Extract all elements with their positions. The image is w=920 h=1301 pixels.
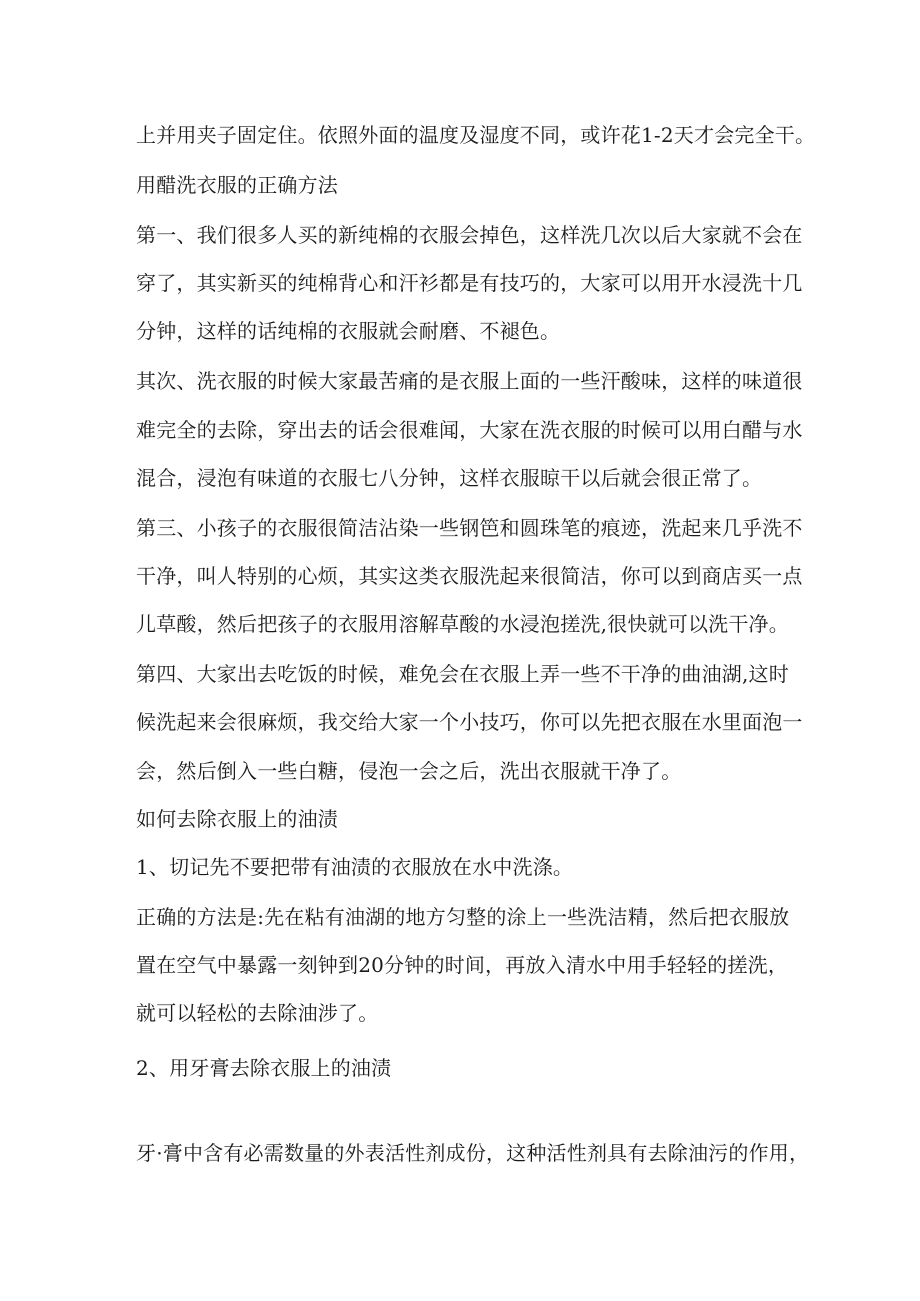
text-line: 就可以轻松的去除油涉了。 (136, 1001, 379, 1025)
text-line: 上并用夹子固定住。依照外面的温度及湿度不同，或许花1-2天才会完全干。 (136, 123, 816, 147)
text-line: 第四、大家出去吃饭的时候，难免会在衣服上弄一些不干净的曲油湖,这时 (136, 662, 789, 686)
text-line: 第一、我们很多人买的新纯棉的衣服会掉色，这样洗几次以后大家就不会在 (136, 223, 803, 247)
text-line: 儿草酸，然后把孩子的衣服用溶解草酸的水浸泡搓洗,很快就可以洗干净。 (136, 612, 789, 636)
text-line: 置在空气中暴露一刻钟到20分钟的时间，再放入清水中用手轻轻的搓洗， (136, 953, 789, 977)
text-line: 牙·膏中含有必需数量的外表活性剂成份，这种活性剂具有去除油污的作用， (136, 1141, 810, 1165)
text-line: 第三、小孩子的衣服很简洁沾染一些钢笆和圆珠笔的痕迹，洗起来几乎洗不 (136, 516, 803, 540)
text-line: 穿了，其实新买的纯棉背心和汗衫都是有技巧的，大家可以用开水浸洗十几 (136, 271, 803, 295)
list-item: 1、切记先不要把带有油渍的衣服放在水中洗涤。 (136, 855, 574, 879)
section-heading: 用醋洗衣服的正确方法 (136, 173, 338, 197)
list-item: 2、用牙膏去除衣服上的油渍 (136, 1056, 392, 1080)
text-line: 会，然后倒入一些白糖，侵泡一会之后，洗出衣服就干净了。 (136, 759, 682, 783)
text-line: 难完全的去除，穿出去的话会很难闻，大家在洗衣服的时候可以用白醋与水 (136, 418, 803, 442)
text-line: 干净，叫人特别的心烦，其实这类衣服洗起来很简洁，你可以到商店买一点 (136, 564, 803, 588)
text-line: 分钟，这样的话纯棉的衣服就会耐磨、不褪色。 (136, 319, 561, 343)
section-heading: 如何去除衣服上的油渍 (136, 807, 338, 831)
text-line: 其次、洗衣服的时候大家最苦痛的是衣服上面的一些汗酸味，这样的味道很 (136, 369, 803, 393)
text-line: 混合，浸泡有味道的衣服七八分钟，这样衣服晾干以后就会很正常了。 (136, 466, 763, 490)
text-line: 候洗起来会很麻烦，我交给大家一个小技巧，你可以先把衣服在水里面泡一 (136, 710, 803, 734)
text-line: 正确的方法是:先在粘有油湖的地方匀整的涂上一些洗洁精，然后把衣服放 (136, 905, 790, 929)
